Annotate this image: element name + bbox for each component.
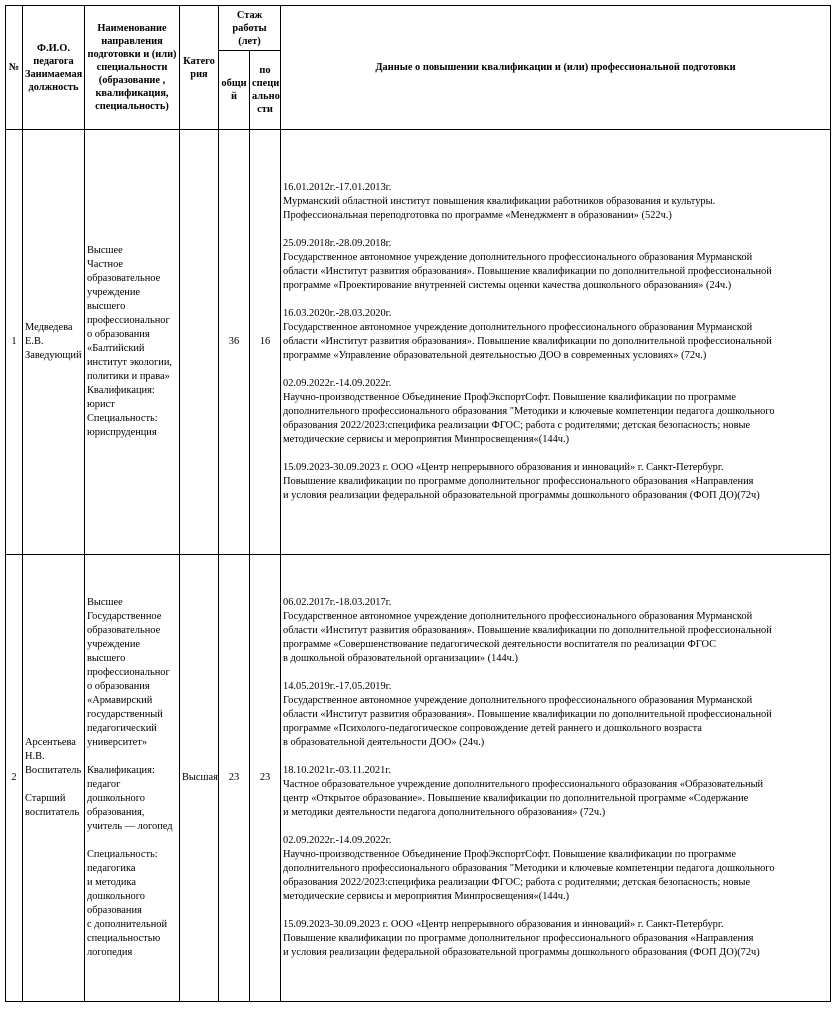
qualification-line: образования 2022/2023:спецификa реализации ФГОС; работа с родителями; детская безопасность; новые: [283, 420, 751, 431]
cell-line: дошкольного: [87, 793, 145, 804]
table-row: [6, 130, 831, 555]
cell-line: Государственное: [87, 611, 162, 622]
cell-line: юрист: [87, 399, 115, 410]
line-gap: [25, 778, 82, 792]
row-qualification: [281, 130, 831, 555]
qualification-line: области «Институт развития образования». Повышение квалификации по дополнительной профессиональной: [283, 266, 772, 277]
line-gap: [87, 750, 177, 764]
qualification-line: 14.05.2019г.-17.05.2019г.: [283, 681, 392, 692]
row-num: 1: [6, 130, 23, 555]
cell-line: Старший: [25, 793, 66, 804]
cell-line: Специальность:: [87, 849, 158, 860]
cell-line: Квалификация:: [87, 765, 155, 776]
qualification-line: Мурманский областной институт повышения квалификации работников образования и культуры.: [283, 196, 716, 207]
staff-qualification-table: [5, 5, 831, 1002]
header-category: Катего рия: [180, 6, 219, 130]
qualification-line: Частное образовательное учреждение дополнительного профессионального образования «Образовательный: [283, 779, 764, 790]
cell-line: университет»: [87, 737, 148, 748]
cell-line: Квалификация:: [87, 385, 155, 396]
qualification-line: области «Институт развития образования». Повышение квалификации по дополнительной профессиональной: [283, 336, 772, 347]
cell-line: государственный: [87, 709, 163, 720]
row-category: Высшая: [180, 555, 219, 1002]
table-row: [6, 555, 831, 1002]
qualification-line: 15.09.2023-30.09.2023 г. ООО «Центр непрерывного образования и инноваций» г. Санкт-Петербург.: [283, 462, 724, 473]
cell-line: специальностью: [87, 933, 161, 944]
cell-line: учреждение: [87, 287, 141, 298]
cell-line: Высшее: [87, 245, 123, 256]
cell-line: учреждение: [87, 639, 141, 650]
qualification-entry: [283, 237, 828, 293]
qualification-line: и условия реализации федеральной образовательной программы дошкольного образования (ФОП ДО)(72ч): [283, 490, 760, 501]
header-qualification: Данные о повышении квалификации и (или) профессиональной подготовки: [281, 6, 831, 130]
qualification-entry: [283, 377, 828, 447]
qualification-line: и методики деятельности педагога дополнительного образования» (72ч.): [283, 807, 606, 818]
qualification-entry: [283, 181, 828, 223]
row-education: [85, 130, 180, 555]
cell-line: образования: [87, 905, 142, 916]
qualification-line: в дошкольной образовательной организации» (144ч.): [283, 653, 518, 664]
qualification-line: 25.09.2018г.-28.09.2018г.: [283, 238, 392, 249]
qualification-entry: [283, 680, 828, 750]
qualification-line: в образовательной деятельности ДОО» (24ч.): [283, 737, 485, 748]
qualification-entry: [283, 307, 828, 363]
cell-line: Медведева: [25, 322, 73, 333]
qualification-entry: [283, 764, 828, 820]
qualification-line: программе «Управление образовательной деятельностью ДОО в современных условиях» (72ч.): [283, 350, 707, 361]
row-fio: [23, 555, 85, 1002]
cell-line: Высшее: [87, 597, 123, 608]
row-fio: [23, 130, 85, 555]
qualification-line: Государственное автономное учреждение дополнительного профессионального образования Мурманской: [283, 695, 753, 706]
header-num: №: [6, 6, 23, 130]
cell-line: высшего: [87, 301, 126, 312]
cell-line: о образования: [87, 681, 150, 692]
qualification-line: программе «Психолого-педагогическое сопровождение детей раннего и дошкольного возраста: [283, 723, 702, 734]
cell-line: о образования: [87, 329, 150, 340]
row-education: [85, 555, 180, 1002]
qualification-line: 06.02.2017г.-18.03.2017г.: [283, 597, 392, 608]
cell-line: Частное: [87, 259, 124, 270]
cell-line: педагогика: [87, 863, 136, 874]
cell-line: «Балтийский: [87, 343, 145, 354]
cell-line: логопедия: [87, 947, 133, 958]
qualification-line: 02.09.2022г.-14.09.2022г.: [283, 378, 392, 389]
cell-line: воспитатель: [25, 807, 80, 818]
qualification-line: центр «Открытое образование». Повышение квалификации по дополнительной программе «Содержание: [283, 793, 749, 804]
qualification-line: Государственное автономное учреждение дополнительного профессионального образования Мурманской: [283, 611, 753, 622]
cell-line: педагог: [87, 779, 121, 790]
qualification-line: Повышение квалификации по программе дополнительног профессионального образования «Направления: [283, 933, 754, 944]
row-exp-total: 23: [219, 555, 250, 1002]
header-exp-specialty: по специ ально сти: [250, 51, 281, 130]
qualification-line: программе «Совершенствование педагогической деятельности воспитателя по реализации ФГОС: [283, 639, 717, 650]
cell-line: педагогический: [87, 723, 157, 734]
cell-line: образования,: [87, 807, 145, 818]
qualification-entry: [283, 834, 828, 904]
cell-line: профессиональног: [87, 315, 170, 326]
qualification-line: области «Институт развития образования». Повышение квалификации по дополнительной профессиональной: [283, 709, 772, 720]
line-gap: [87, 834, 177, 848]
cell-line: профессиональног: [87, 667, 170, 678]
row-qualification: [281, 555, 831, 1002]
cell-line: учитель — логопед: [87, 821, 173, 832]
header-education: Наименование направления подготовки и (или) специальности (образование , квалификация, специальность): [85, 6, 180, 130]
qualification-line: программе «Проектирование внутренней системы оценки качества дошкольного образования» (24ч.): [283, 280, 732, 291]
qualification-line: области «Институт развития образования». Повышение квалификации по дополнительной профессиональной: [283, 625, 772, 636]
qualification-entry: [283, 918, 828, 960]
cell-line: образовательное: [87, 625, 161, 636]
qualification-line: дополнительного профессионального образования "Методики и ключевые компетенции педагога дошкольного: [283, 406, 775, 417]
qualification-line: Повышение квалификации по программе дополнительног профессионального образования «Направления: [283, 476, 754, 487]
cell-line: с дополнительной: [87, 919, 168, 930]
cell-line: Специальность:: [87, 413, 158, 424]
qualification-line: 18.10.2021г.-03.11.2021г.: [283, 765, 391, 776]
qualification-entry: [283, 461, 828, 503]
header-exp-total: общи й: [219, 51, 250, 130]
qualification-entry: [283, 596, 828, 666]
qualification-line: 16.03.2020г.-28.03.2020г.: [283, 308, 392, 319]
cell-line: Арсентьева: [25, 737, 76, 748]
cell-line: Н.В.: [25, 751, 45, 762]
qualification-line: методические сервисы и мероприятия Минпросвещения«(144ч.): [283, 891, 570, 902]
cell-line: институт экологии,: [87, 357, 172, 368]
qualification-line: Государственное автономное учреждение дополнительного профессионального образования Мурманской: [283, 252, 753, 263]
row-exp-specialty: 23: [250, 555, 281, 1002]
cell-line: и методика: [87, 877, 136, 888]
cell-line: политики и права»: [87, 371, 170, 382]
row-exp-total: 36: [219, 130, 250, 555]
qualification-line: методические сервисы и мероприятия Минпросвещения«(144ч.): [283, 434, 570, 445]
qualification-line: дополнительного профессионального образования "Методики и ключевые компетенции педагога дошкольного: [283, 863, 775, 874]
cell-line: Заведующий: [25, 350, 82, 361]
qualification-line: и условия реализации федеральной образовательной программы дошкольного образования (ФОП ДО)(72ч): [283, 947, 760, 958]
header-experience: Стаж работы (лет): [219, 6, 281, 51]
qualification-line: Государственное автономное учреждение дополнительного профессионального образования Мурманской: [283, 322, 753, 333]
qualification-line: 16.01.2012г.-17.01.2013г.: [283, 182, 392, 193]
cell-line: Воспитатель: [25, 765, 82, 776]
row-category: [180, 130, 219, 555]
qualification-line: Научно-производственное Объединение ПрофЭкспортСофт. Повышение квалификации по программе: [283, 392, 736, 403]
cell-line: юриспруденция: [87, 427, 157, 438]
qualification-line: 15.09.2023-30.09.2023 г. ООО «Центр непрерывного образования и инноваций» г. Санкт-Петербург.: [283, 919, 724, 930]
row-num: 2: [6, 555, 23, 1002]
cell-line: «Армавирский: [87, 695, 153, 706]
cell-line: Е.В.: [25, 336, 44, 347]
header-fio: Ф.И.О. педагога Занимаемая должность: [23, 6, 85, 130]
cell-line: дошкольного: [87, 891, 145, 902]
qualification-line: 02.09.2022г.-14.09.2022г.: [283, 835, 392, 846]
qualification-line: Профессиональная переподготовка по программе «Менеджмент в образовании» (522ч.): [283, 210, 672, 221]
cell-line: высшего: [87, 653, 126, 664]
row-exp-specialty: 16: [250, 130, 281, 555]
qualification-line: образования 2022/2023:спецификa реализации ФГОС; работа с родителями; детская безопасность; новые: [283, 877, 751, 888]
qualification-line: Научно-производственное Объединение ПрофЭкспортСофт. Повышение квалификации по программе: [283, 849, 736, 860]
cell-line: образовательное: [87, 273, 161, 284]
